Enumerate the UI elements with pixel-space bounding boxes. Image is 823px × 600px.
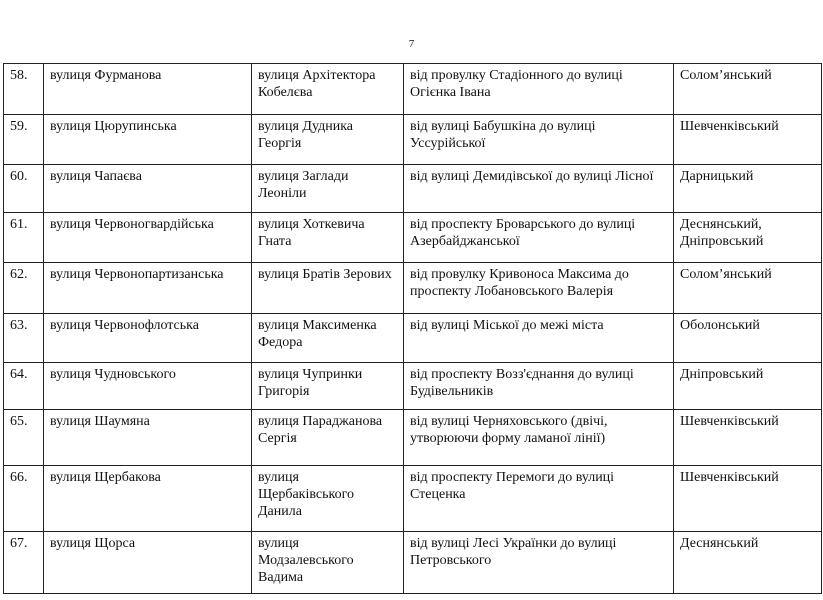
table-row [4, 363, 822, 410]
street-range: від вулиці Бабушкіна до вулиці Уссурійської [404, 115, 674, 165]
new-street-name: вулиця Братів Зерових [252, 263, 404, 314]
old-street-name: вулиця Червоногвардійська [44, 213, 252, 263]
district: Деснянський [674, 532, 822, 594]
old-street-name: вулиця Щорса [44, 532, 252, 594]
old-street-name: вулиця Шаумяна [44, 410, 252, 466]
street-range: від проспекту Перемоги до вулиці Стеценка [404, 466, 674, 532]
street-range: від провулку Кривоноса Максима до проспекту Лобановського Валерія [404, 263, 674, 314]
table-row [4, 213, 822, 263]
old-street-name: вулиця Чудновського [44, 363, 252, 410]
street-range: від вулиці Міської до межі міста [404, 314, 674, 363]
table-row [4, 115, 822, 165]
old-street-name: вулиця Чапаєва [44, 165, 252, 213]
table-row [4, 64, 822, 115]
row-number: 61. [4, 213, 44, 263]
table-row [4, 532, 822, 594]
district: Деснянський, Дніпровський [674, 213, 822, 263]
old-street-name: вулиця Червонопартизанська [44, 263, 252, 314]
new-street-name: вулиця Хоткевича Гната [252, 213, 404, 263]
page-number: 7 [408, 38, 415, 50]
new-street-name: вулиця Чупринки Григорія [252, 363, 404, 410]
street-range: від провулку Стадіонного до вулиці Огієнка Івана [404, 64, 674, 115]
street-range: від вулиці Черняховського (двічі, утворюючи форму ламаної лінії) [404, 410, 674, 466]
district: Дніпровський [674, 363, 822, 410]
table-row [4, 314, 822, 363]
table-row [4, 165, 822, 213]
district: Шевченківський [674, 410, 822, 466]
row-number: 67. [4, 532, 44, 594]
street-range: від вулиці Демидівської до вулиці Лісної [404, 165, 674, 213]
street-renaming-table [3, 63, 822, 594]
district: Солом’янський [674, 263, 822, 314]
district: Дарницький [674, 165, 822, 213]
row-number: 66. [4, 466, 44, 532]
district: Шевченківський [674, 115, 822, 165]
new-street-name: вулиця Дудника Георгія [252, 115, 404, 165]
new-street-name: вулиця Модзалевського Вадима [252, 532, 404, 594]
row-number: 62. [4, 263, 44, 314]
row-number: 63. [4, 314, 44, 363]
new-street-name: вулиця Максименка Федора [252, 314, 404, 363]
row-number: 60. [4, 165, 44, 213]
table-row [4, 410, 822, 466]
row-number: 64. [4, 363, 44, 410]
new-street-name: вулиця Параджанова Сергія [252, 410, 404, 466]
row-number: 59. [4, 115, 44, 165]
old-street-name: вулиця Фурманова [44, 64, 252, 115]
district: Солом’янський [674, 64, 822, 115]
old-street-name: вулиця Цюрупинська [44, 115, 252, 165]
old-street-name: вулиця Щербакова [44, 466, 252, 532]
district: Оболонський [674, 314, 822, 363]
old-street-name: вулиця Червонофлотська [44, 314, 252, 363]
row-number: 58. [4, 64, 44, 115]
new-street-name: вулиця Архітектора Кобелєва [252, 64, 404, 115]
table-row [4, 263, 822, 314]
street-range: від проспекту Возз'єднання до вулиці Будівельників [404, 363, 674, 410]
new-street-name: вулиця Щербаківського Данила [252, 466, 404, 532]
table-row [4, 466, 822, 532]
district: Шевченківський [674, 466, 822, 532]
new-street-name: вулиця Заглади Леоніли [252, 165, 404, 213]
street-range: від проспекту Броварського до вулиці Азербайджанської [404, 213, 674, 263]
street-range: від вулиці Лесі Українки до вулиці Петровського [404, 532, 674, 594]
row-number: 65. [4, 410, 44, 466]
